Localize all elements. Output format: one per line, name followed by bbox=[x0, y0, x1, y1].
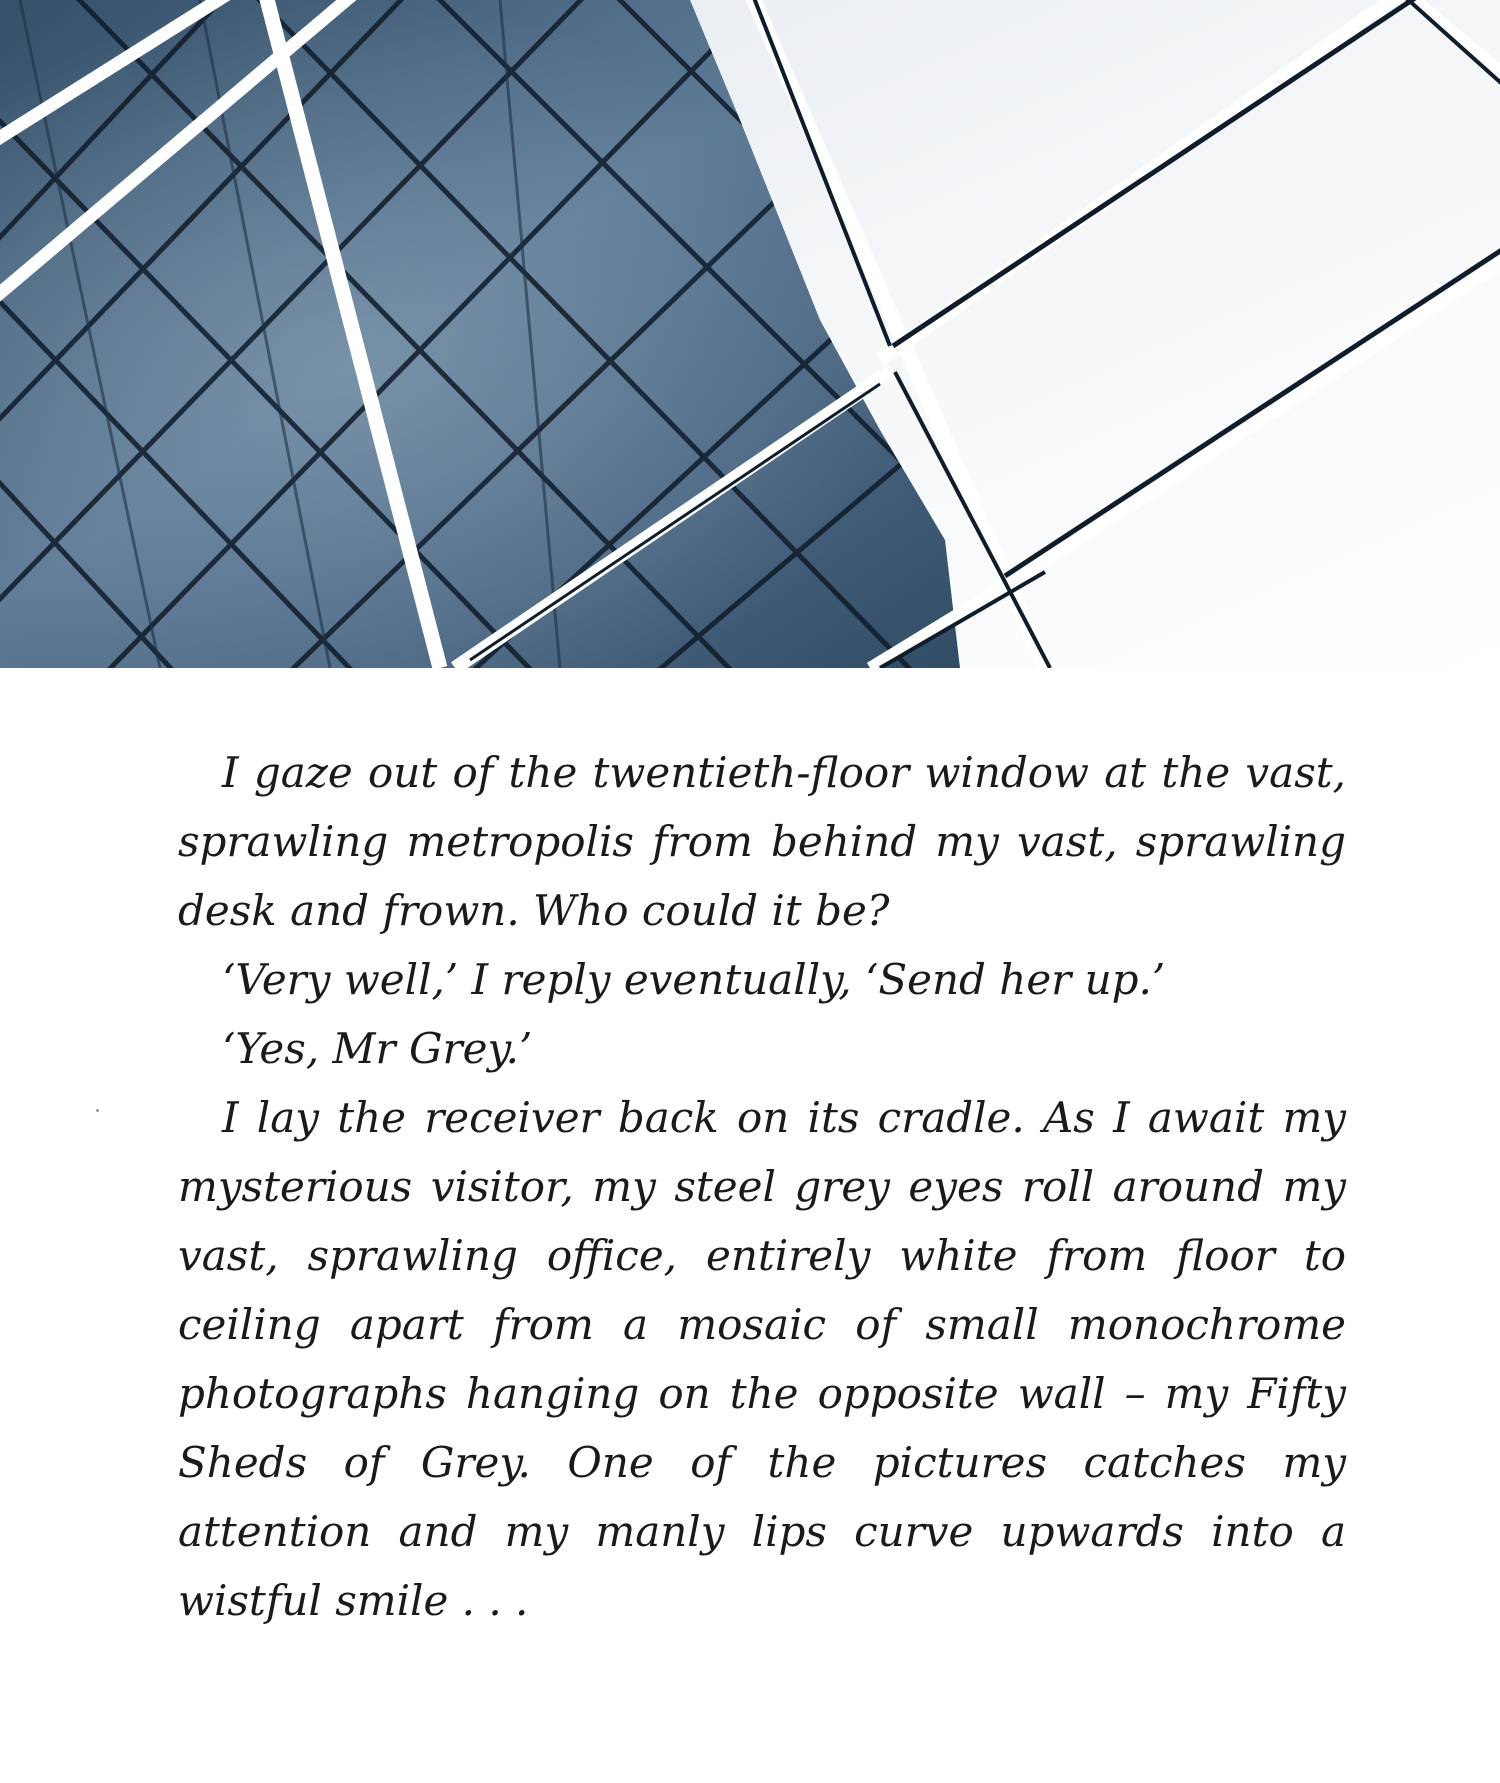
building-facade-photo bbox=[0, 0, 1500, 668]
paragraph-1: I gaze out of the twentieth-floor window at the vast, sprawling metropolis from behind my vast, sprawling desk and frown. Who could it be? bbox=[178, 748, 1346, 935]
paragraph-3: ‘Yes, Mr Grey.’ bbox=[222, 1024, 533, 1073]
body-text bbox=[178, 738, 1346, 1635]
paragraph-2: ‘Very well,’ I reply eventually, ‘Send her up.’ bbox=[222, 955, 1166, 1004]
stray-mark bbox=[96, 1109, 99, 1112]
paragraph-4: I lay the receiver back on its cradle. As I await my mysterious visitor, my steel grey eyes roll around my vast, sprawling office, entirely white from floor to ceiling apart from a mosaic of small monochrome photographs hanging on the opposite wall – my Fifty Sheds of Grey. One of the pictures catches my attention and my manly lips curve upwards into a wistful smile . . . bbox=[178, 1093, 1346, 1625]
